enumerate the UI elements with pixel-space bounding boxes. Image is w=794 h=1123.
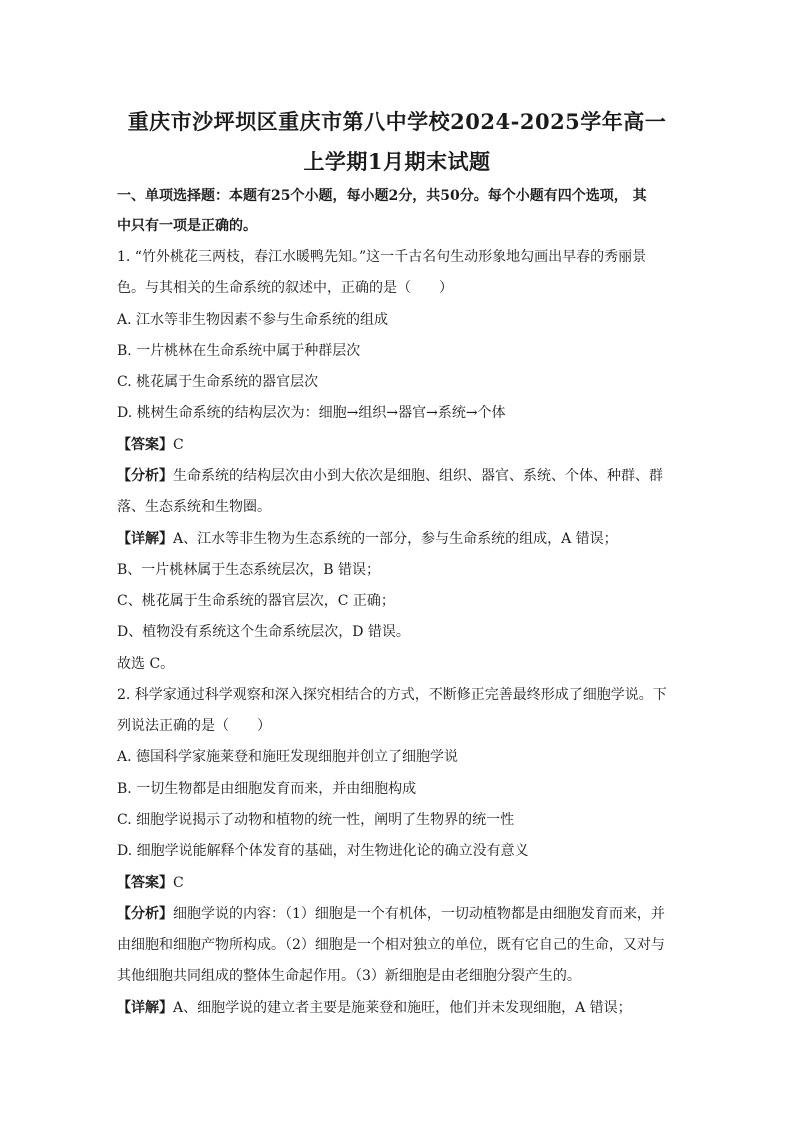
analysis-tag: 【分析】: [117, 468, 173, 484]
detail-text: A、细胞学说的建立者主要是施莱登和施旺，他们并未发现细胞，A 错误；: [173, 1000, 632, 1016]
answer-tag: 【答案】: [117, 875, 173, 891]
q1-analysis-line2: 落、生态系统和生物圈。: [117, 499, 271, 515]
answer-value: C: [173, 875, 184, 891]
analysis-tag: 【分析】: [117, 906, 173, 922]
q1-detail-line4: D、植物没有系统这个生命系统层次，D 错误。: [117, 624, 410, 640]
detail-tag: 【详解】: [117, 531, 173, 547]
page-subtitle: 上学期1月期末试题: [303, 149, 491, 174]
q2-stem-line1: 2. 科学家通过科学观察和深入探究相结合的方式，不断修正完善最终形成了细胞学说。下: [117, 687, 667, 703]
q1-conclusion: 故选 C。: [117, 656, 175, 672]
q1-option-a: A. 江水等非生物因素不参与生命系统的组成: [117, 312, 389, 328]
detail-tag: 【详解】: [117, 1000, 173, 1016]
q2-option-a: A. 德国科学家施莱登和施旺发现细胞并创立了细胞学说: [117, 749, 459, 765]
q2-detail-line1: [117, 998, 632, 1018]
answer-tag: 【答案】: [117, 437, 173, 453]
q2-analysis-line2: 由细胞和细胞产物所构成。（2）细胞是一个相对独立的单位，既有它自己的生命，又对与: [117, 937, 665, 953]
q2-stem-line2: 列说法正确的是（ ）: [117, 718, 271, 734]
page-title: 重庆市沙坪坝区重庆市第八中学校2024-2025学年高一: [127, 109, 667, 134]
analysis-text: 生命系统的结构层次由小到大依次是细胞、组织、器官、系统、个体、种群、群: [173, 468, 663, 484]
q1-stem-line1: 1. “竹外桃花三两枝，春江水暖鸭先知。”这一千古名句生动形象地勾画出早春的秀丽景: [117, 249, 647, 265]
q2-answer: [117, 873, 184, 893]
q1-option-c: C. 桃花属于生命系统的器官层次: [117, 374, 319, 390]
q2-option-d: D. 细胞学说能解释个体发育的基础，对生物进化论的确立没有意义: [117, 843, 529, 859]
analysis-text: 细胞学说的内容：（1）细胞是一个有机体，一切动植物都是由细胞发育而来，并: [173, 906, 665, 922]
q1-detail-line3: C、桃花属于生命系统的器官层次，C 正确；: [117, 593, 395, 609]
section-instructions-line2: 中只有一项是正确的。: [117, 218, 257, 234]
q2-analysis-line1: [117, 904, 665, 924]
q1-answer: [117, 435, 184, 455]
q1-analysis-line1: [117, 466, 663, 486]
q2-option-c: C. 细胞学说揭示了动物和植物的统一性，阐明了生物界的统一性: [117, 812, 515, 828]
q2-option-b: B. 一切生物都是由细胞发育而来，并由细胞构成: [117, 781, 417, 797]
detail-text: A、江水等非生物为生态系统的一部分，参与生命系统的组成，A 错误；: [173, 531, 618, 547]
answer-value: C: [173, 437, 184, 453]
q1-option-b: B. 一片桃林在生命系统中属于种群层次: [117, 343, 361, 359]
q1-stem-line2: 色。与其相关的生命系统的叙述中，正确的是（ ）: [117, 280, 453, 296]
q1-detail-line2: B、一片桃林属于生态系统层次，B 错误；: [117, 562, 381, 578]
section-instructions-line1: 一、单项选择题：本题有25个小题，每小题2分，共50分。每个小题有四个选项， 其: [117, 188, 647, 204]
q1-detail-line1: [117, 529, 618, 549]
q1-option-d: D. 桃树生命系统的结构层次为：细胞→组织→器官→系统→个体: [117, 405, 506, 421]
q2-analysis-line3: 其他细胞共同组成的整体生命起作用。（3）新细胞是由老细胞分裂产生的。: [117, 968, 581, 984]
